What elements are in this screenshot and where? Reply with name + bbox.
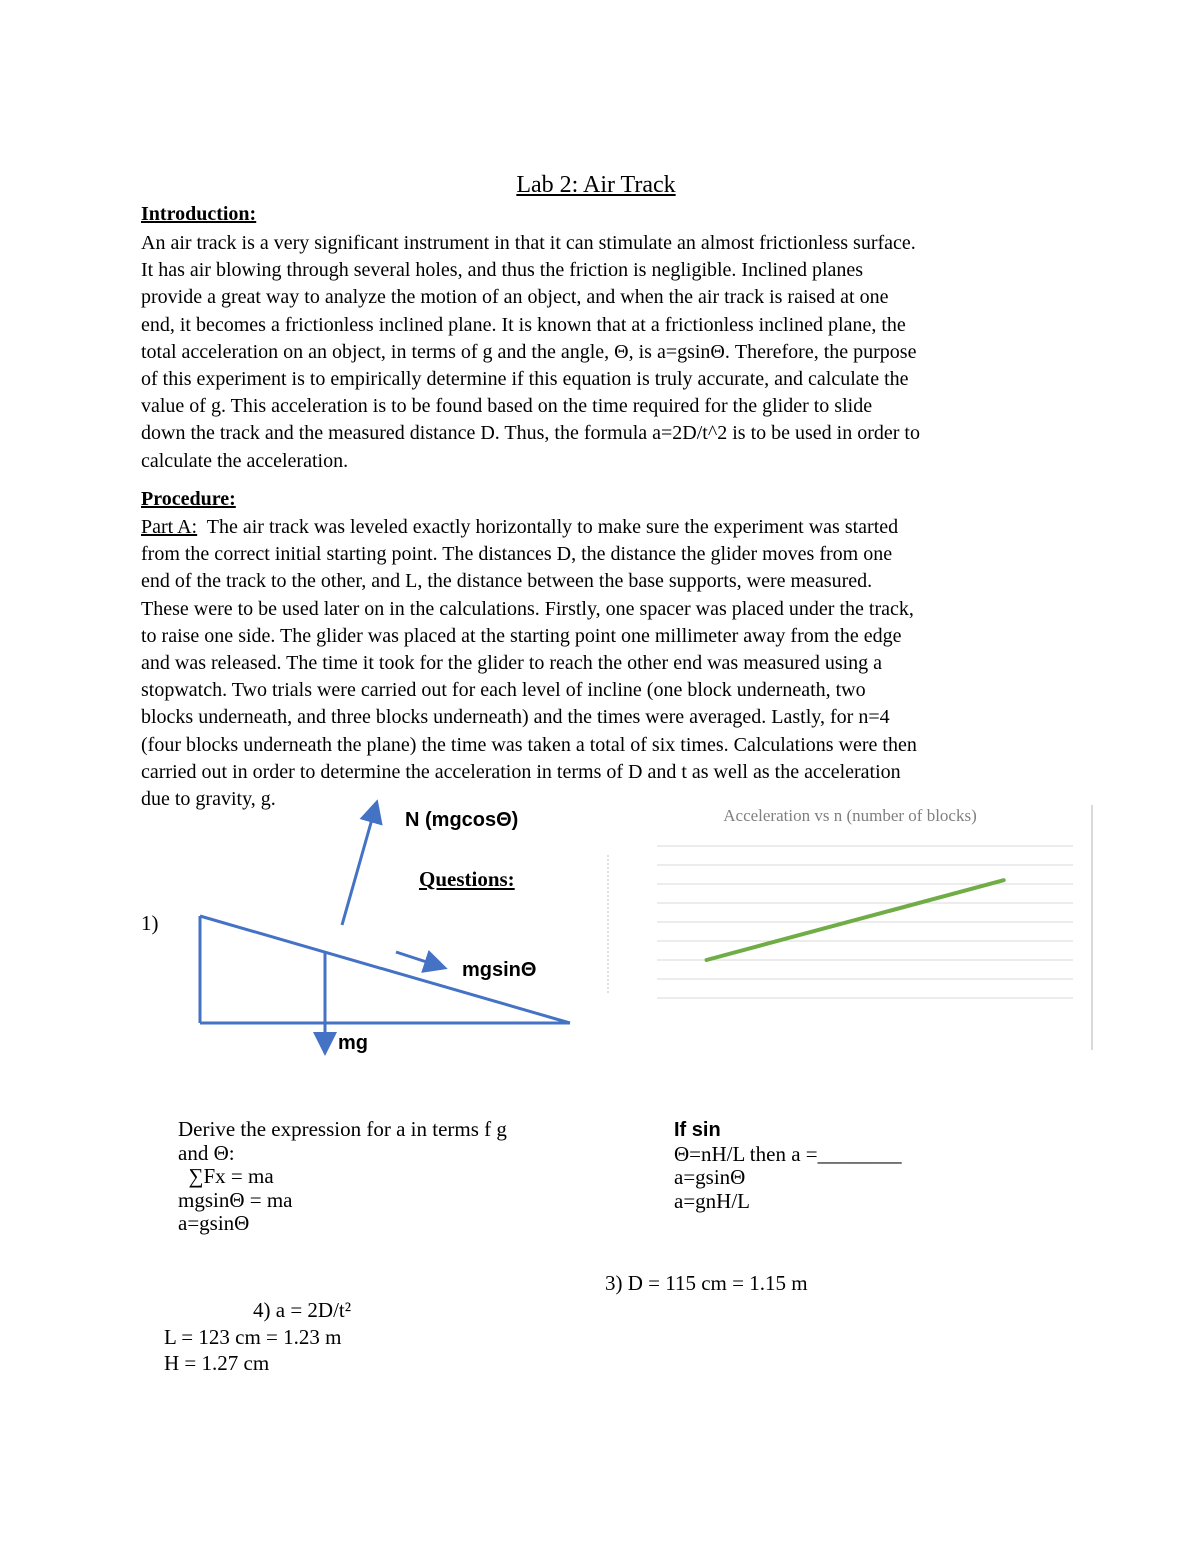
procedure-line: to raise one side. The glider was placed at the starting point one millimeter away from the edge: [141, 624, 902, 647]
question-3-line: 3) D = 115 cm = 1.15 m: [605, 1271, 808, 1295]
parallel-force-label: mgsinΘ: [462, 959, 537, 981]
question-2-line: a=gsinΘ: [674, 1165, 746, 1189]
normal-force-label: N (mgcosΘ): [405, 809, 519, 831]
procedure-line: carried out in order to determine the acceleration in terms of D and t as well as the acceleration: [141, 760, 901, 783]
derivation-line: mgsinΘ = ma: [178, 1187, 293, 1212]
question-4-length: L = 123 cm = 1.23 m: [164, 1325, 342, 1349]
question-1-number: 1): [141, 911, 159, 935]
introduction-line: An air track is a very significant instrument in that it can stimulate an almost frictionless surface.: [141, 232, 916, 254]
introduction-line: total acceleration on an object, in terms of g and the angle, Θ, is a=gsinΘ. Therefore, the purpose: [141, 340, 917, 363]
derivation-line: ∑Fx = ma: [178, 1164, 274, 1188]
part-a-label: Part A:: [141, 516, 198, 538]
chart-title: Acceleration vs n (number of blocks): [723, 806, 977, 825]
question-2-line: a=gnH/L: [674, 1188, 750, 1213]
chart-series: [707, 880, 1004, 960]
procedure-line: (four blocks underneath the plane) the time was taken a total of six times. Calculations were then: [141, 733, 917, 756]
question-4-formula: 4) a = 2D/t²: [253, 1298, 352, 1322]
derivation-line: Derive the expression for a in terms f g: [178, 1117, 507, 1141]
introduction-line: value of g. This acceleration is to be found based on the time required for the glider to slide: [141, 395, 873, 418]
introduction-line: It has air blowing through several holes, and thus the friction is negligible. Inclined planes: [141, 259, 864, 282]
introduction-line: calculate the acceleration.: [141, 449, 349, 472]
procedure-line: and was released. The time it took for the glider to reach the other end was measured using a: [141, 652, 883, 675]
procedure-line: due to gravity, g.: [141, 788, 276, 811]
question-2-block: [674, 1118, 902, 1213]
introduction-line: of this experiment is to empirically determine if this equation is truly accurate, and calculate the: [141, 368, 909, 391]
derivation-block: [178, 1118, 507, 1236]
weight-label: mg: [338, 1032, 368, 1054]
acceleration-chart: [605, 800, 1100, 1055]
procedure-line: end of the track to the other, and L, the distance between the base supports, were measured.: [141, 570, 873, 593]
question-2-bold-prefix: If sin: [674, 1119, 721, 1141]
parallel-force-arrow: [396, 952, 442, 967]
procedure-line: from the correct initial starting point. The distances D, the distance the glider moves from one: [141, 543, 893, 566]
procedure-line: blocks underneath, and three blocks underneath) and the times were averaged. Lastly, for n=4: [141, 706, 890, 729]
introduction-line: provide a great way to analyze the motion of an object, and when the air track is raised at one: [141, 286, 889, 309]
question-4-height: H = 1.27 cm: [164, 1351, 270, 1375]
chart-gridlines: [657, 846, 1073, 998]
question-2-first-line: [674, 1118, 902, 1166]
procedure-line: stopwatch. Two trials were carried out for each level of incline (one block underneath, two: [141, 679, 866, 702]
introduction-heading: Introduction:: [141, 203, 257, 225]
page-title: Lab 2: Air Track: [516, 172, 676, 198]
introduction-line: end, it becomes a frictionless inclined plane. It is known that at a frictionless inclined plane, the: [141, 313, 906, 336]
question-2-first-line-rest: Θ=nH/L then a =________: [674, 1141, 902, 1166]
question-2-lines: [674, 1166, 902, 1213]
procedure-heading: Procedure:: [141, 488, 236, 510]
introduction-line: down the track and the measured distance D. Thus, the formula a=2D/t^2 is to be used in order to: [141, 422, 920, 445]
procedure-first-line-text: The air track was leveled exactly horizontally to make sure the experiment was started: [197, 516, 899, 538]
derivation-line: a=gsinΘ: [178, 1211, 250, 1235]
derivation-line: and Θ:: [178, 1140, 235, 1165]
procedure-line: These were to be used later on in the calculations. Firstly, one spacer was placed under the track,: [141, 597, 914, 620]
normal-force-arrow: [342, 805, 376, 925]
chart-series-line: [707, 880, 1004, 960]
questions-heading: Questions:: [419, 867, 515, 891]
